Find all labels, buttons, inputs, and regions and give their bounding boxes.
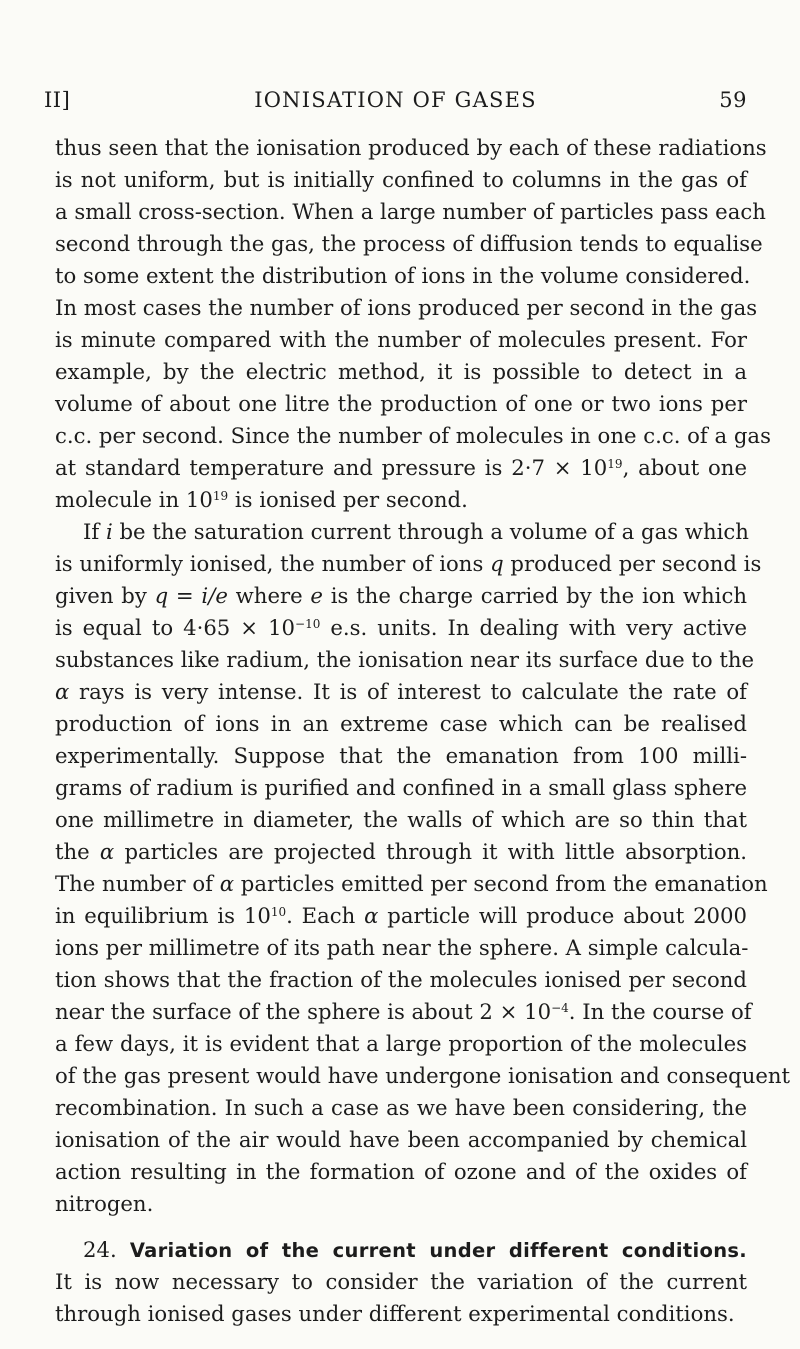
text-line: ions per millimetre of its path near the sphere. A simple calcula- — [55, 935, 749, 960]
text-span: particles emitted per second from the emanation — [234, 871, 768, 896]
formula: q = i/e — [154, 583, 228, 608]
exponent: 19 — [607, 456, 623, 471]
text-line: through ionised gases under different experimental conditions. — [55, 1301, 735, 1326]
text-span: in equilibrium is 10 — [55, 903, 271, 928]
text-line — [55, 548, 762, 580]
math-symbol: e — [310, 583, 323, 608]
text-line: is not uniform, but is initially confined to columns in the gas of — [55, 167, 747, 192]
text-span: particle will produce about 2000 — [378, 903, 747, 928]
text-line: It is now necessary to consider the variation of the current — [55, 1269, 747, 1294]
text-line: ionisation of the air would have been accompanied by chemical — [55, 1127, 747, 1152]
text-line: one millimetre in diameter, the walls of which are so thin that — [55, 807, 747, 832]
page-number: 59 — [719, 88, 747, 112]
text-line: nitrogen. — [55, 1191, 154, 1216]
text-line: production of ions in an extreme case which can be realised — [55, 711, 747, 736]
text-span: The number of — [55, 871, 220, 896]
running-title: IONISATION OF GASES — [254, 88, 537, 112]
text-span: is equal to 4·65 × 10 — [55, 615, 296, 640]
text-line: tion shows that the fraction of the molecules ionised per second — [55, 967, 747, 992]
text-line — [55, 900, 747, 932]
text-line: thus seen that the ionisation produced by each of these radiations — [55, 135, 767, 160]
text-line: of the gas present would have undergone ionisation and consequent — [55, 1063, 791, 1088]
text-span: If — [83, 519, 106, 544]
text-span: rays is very intense. It is of interest to calculate the rate of — [69, 679, 747, 704]
section-heading-line — [55, 1234, 747, 1266]
text-span: molecule in 10 — [55, 487, 213, 512]
text-line: substances like radium, the ionisation near its surface due to the — [55, 647, 755, 672]
text-span: be the saturation current through a volume of a gas which — [112, 519, 749, 544]
text-span: given by — [55, 583, 155, 608]
exponent: −10 — [295, 616, 321, 631]
body-text — [55, 132, 791, 1330]
text-span: . Each — [286, 903, 365, 928]
text-line — [55, 868, 768, 900]
section-heading: Variation of the current under different conditions. — [129, 1239, 747, 1262]
text-line: volume of about one litre the production of one or two ions per — [55, 391, 747, 416]
text-line — [55, 836, 747, 868]
text-span: e.s. units. In dealing with very active — [320, 615, 748, 640]
alpha-symbol: α — [219, 871, 235, 896]
section-number: 24. — [83, 1237, 117, 1262]
text-line: c.c. per second. Since the number of molecules in one c.c. of a gas — [55, 423, 771, 448]
text-span: particles are projected through it with little absorption. — [114, 839, 748, 864]
section-gap — [55, 1220, 747, 1234]
text-line: experimentally. Suppose that the emanation from 100 milli- — [55, 743, 747, 768]
text-line: a few days, it is evident that a large proportion of the molecules — [55, 1031, 747, 1056]
text-line: a small cross-section. When a large number of particles pass each — [55, 199, 766, 224]
text-span: at standard temperature and pressure is 2·7 × 10 — [55, 455, 608, 480]
chapter-number: II] — [44, 88, 71, 112]
text-line: recombination. In such a case as we have been considering, the — [55, 1095, 747, 1120]
text-line — [55, 452, 747, 484]
text-line — [55, 484, 747, 516]
exponent: 19 — [212, 488, 229, 503]
text-span: is the charge carried by the ion which — [322, 583, 747, 608]
math-symbol: q — [490, 551, 504, 576]
running-header — [44, 88, 747, 120]
alpha-symbol: α — [55, 679, 70, 704]
text-span: produced per second is — [503, 551, 762, 576]
text-span: is ionised per second. — [228, 487, 468, 512]
text-span: is uniformly ionised, the number of ions — [55, 551, 491, 576]
text-line — [55, 996, 752, 1028]
text-line: action resulting in the formation of ozone and of the oxides of — [55, 1159, 747, 1184]
text-line — [55, 676, 747, 708]
text-line: second through the gas, the process of diffusion tends to equalise — [55, 231, 763, 256]
text-line — [55, 580, 747, 612]
alpha-symbol: α — [99, 839, 115, 864]
text-line: example, by the electric method, it is possible to detect in a — [55, 359, 747, 384]
text-line — [55, 516, 747, 548]
text-line — [55, 612, 747, 644]
text-span: , about one — [622, 455, 747, 480]
exponent: 10 — [270, 904, 287, 919]
text-span: the — [55, 839, 100, 864]
text-line: In most cases the number of ions produced per second in the gas — [55, 295, 758, 320]
math-symbol: i — [105, 519, 113, 544]
text-line: grams of radium is purified and confined in a small glass sphere — [55, 775, 747, 800]
text-span: where — [227, 583, 311, 608]
exponent: −4 — [551, 1000, 569, 1015]
text-span: near the surface of the sphere is about 2 × 10 — [55, 999, 552, 1024]
text-line: to some extent the distribution of ions in the volume considered. — [55, 263, 751, 288]
text-line: is minute compared with the number of molecules present. For — [55, 327, 747, 352]
alpha-symbol: α — [364, 903, 379, 928]
text-span: . In the course of — [568, 999, 752, 1024]
